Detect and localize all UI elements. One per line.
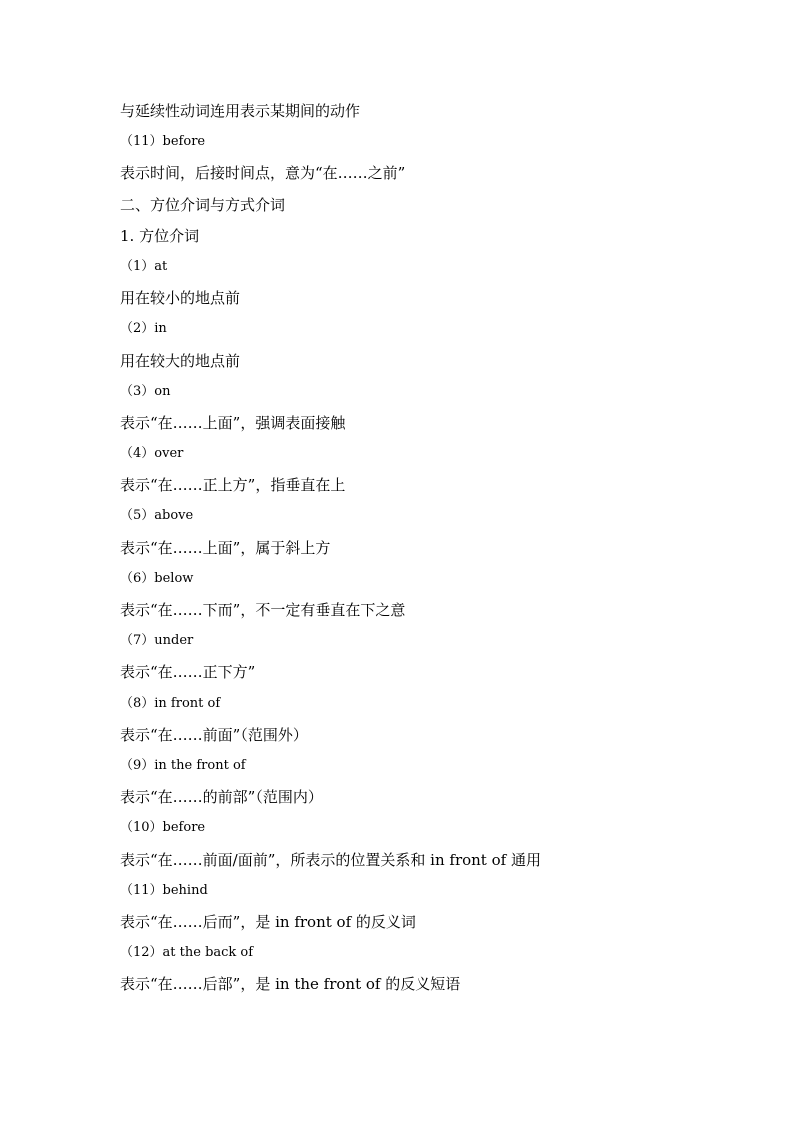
item-heading: （5）above: [120, 508, 194, 524]
paragraph-line: 表示时间，后接时间点，意为“在……之前”: [120, 164, 406, 183]
subsection-heading: 1. 方位介词: [120, 226, 200, 245]
paragraph-line: 表示“在……正下方”: [120, 663, 256, 682]
item-heading: （4）over: [120, 446, 184, 462]
item-heading: （10）before: [120, 820, 206, 836]
paragraph-line: 用在较大的地点前: [120, 351, 241, 370]
paragraph-line: 表示“在……后部”，是 in the front of 的反义短语: [120, 975, 461, 994]
item-heading: （11）behind: [120, 882, 208, 898]
item-heading: （6）below: [120, 570, 194, 586]
item-heading: （11）before: [120, 134, 206, 150]
paragraph-line: 表示“在……上面”，属于斜上方: [120, 538, 331, 557]
item-heading: （12）at the back of: [120, 945, 254, 961]
paragraph-line: 表示“在……后而”，是 in front of 的反义词: [120, 912, 416, 931]
document-body: [120, 98, 720, 1002]
paragraph-line: 用在较小的地点前: [120, 289, 241, 308]
paragraph-line: 表示“在……正上方”，指垂直在上: [120, 476, 346, 495]
paragraph-line: 表示“在……上面”，强调表面接触: [120, 413, 346, 432]
item-heading: （1）at: [120, 258, 168, 274]
paragraph-line: 表示“在……下而”，不一定有垂直在下之意: [120, 601, 406, 619]
item-heading: （3）on: [120, 383, 171, 399]
paragraph-line: 表示“在……前面/面前”，所表示的位置关系和 in front of 通用: [120, 850, 541, 869]
item-heading: （8）in front of: [120, 695, 221, 711]
item-heading: （7）under: [120, 633, 194, 649]
item-heading: （2）in: [120, 321, 167, 337]
section-heading: 二、方位介词与方式介词: [120, 195, 286, 214]
paragraph-line: 与延续性动词连用表示某期间的动作: [120, 102, 361, 120]
paragraph-line: 表示“在……前面”（范围外）: [120, 725, 308, 744]
item-heading: （9）in the front of: [120, 757, 246, 773]
paragraph-line: 表示“在……的前部”（范围内）: [120, 788, 323, 807]
